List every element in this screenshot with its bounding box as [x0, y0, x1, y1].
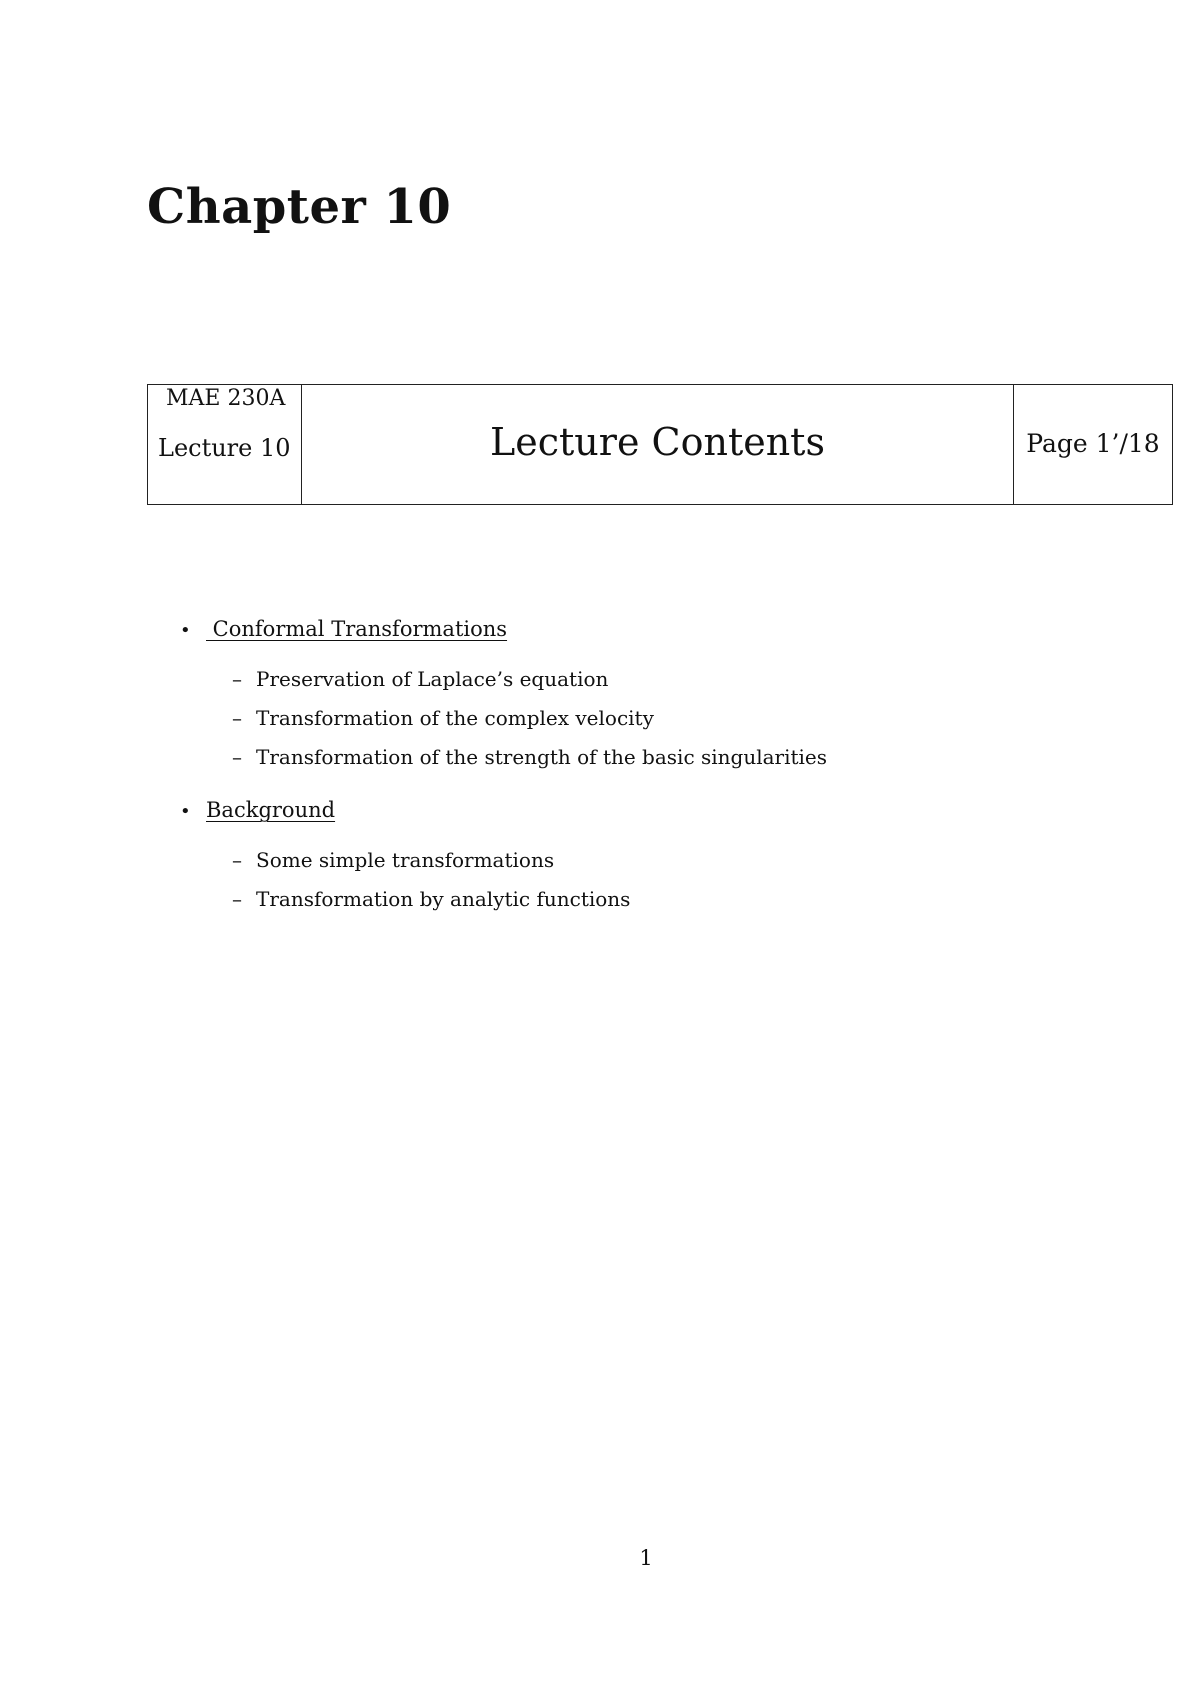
lecture-title: Lecture Contents — [490, 419, 825, 464]
list-item — [232, 706, 1080, 745]
course-code: MAE 230A — [166, 386, 286, 411]
dash-marker: – — [232, 848, 242, 872]
contents-section — [180, 617, 1080, 784]
list-item — [232, 745, 1080, 784]
bullet-icon: • — [180, 801, 191, 822]
contents-section — [180, 798, 1080, 926]
lecture-number: Lecture 10 — [158, 434, 291, 462]
subitem-list — [180, 848, 1080, 926]
dash-marker: – — [232, 706, 242, 730]
page-indicator: Page 1’/18 — [1013, 385, 1172, 504]
dash-marker: – — [232, 667, 242, 691]
contents-list — [180, 617, 1080, 940]
section-heading — [180, 617, 1080, 651]
list-item — [232, 667, 1080, 706]
section-heading — [180, 798, 1080, 832]
section-title: Background — [206, 798, 336, 822]
chapter-title: Chapter 10 — [147, 179, 452, 235]
lecture-header-box — [147, 384, 1173, 505]
dash-marker: – — [232, 887, 242, 911]
bullet-icon: • — [180, 620, 191, 641]
list-item-text: Some simple transformations — [256, 848, 555, 872]
list-item — [232, 848, 1080, 887]
list-item-text: Transformation of the strength of the basic singularities — [256, 745, 828, 769]
subitem-list — [180, 667, 1080, 784]
page-number: 1 — [639, 1546, 653, 1570]
section-title: Conformal Transformations — [206, 617, 508, 641]
list-item-text: Transformation of the complex velocity — [256, 706, 654, 730]
list-item-text: Preservation of Laplace’s equation — [256, 667, 609, 691]
course-info-cell — [148, 385, 302, 504]
list-item-text: Transformation by analytic functions — [256, 887, 631, 911]
list-item — [232, 887, 1080, 926]
dash-marker: – — [232, 745, 242, 769]
